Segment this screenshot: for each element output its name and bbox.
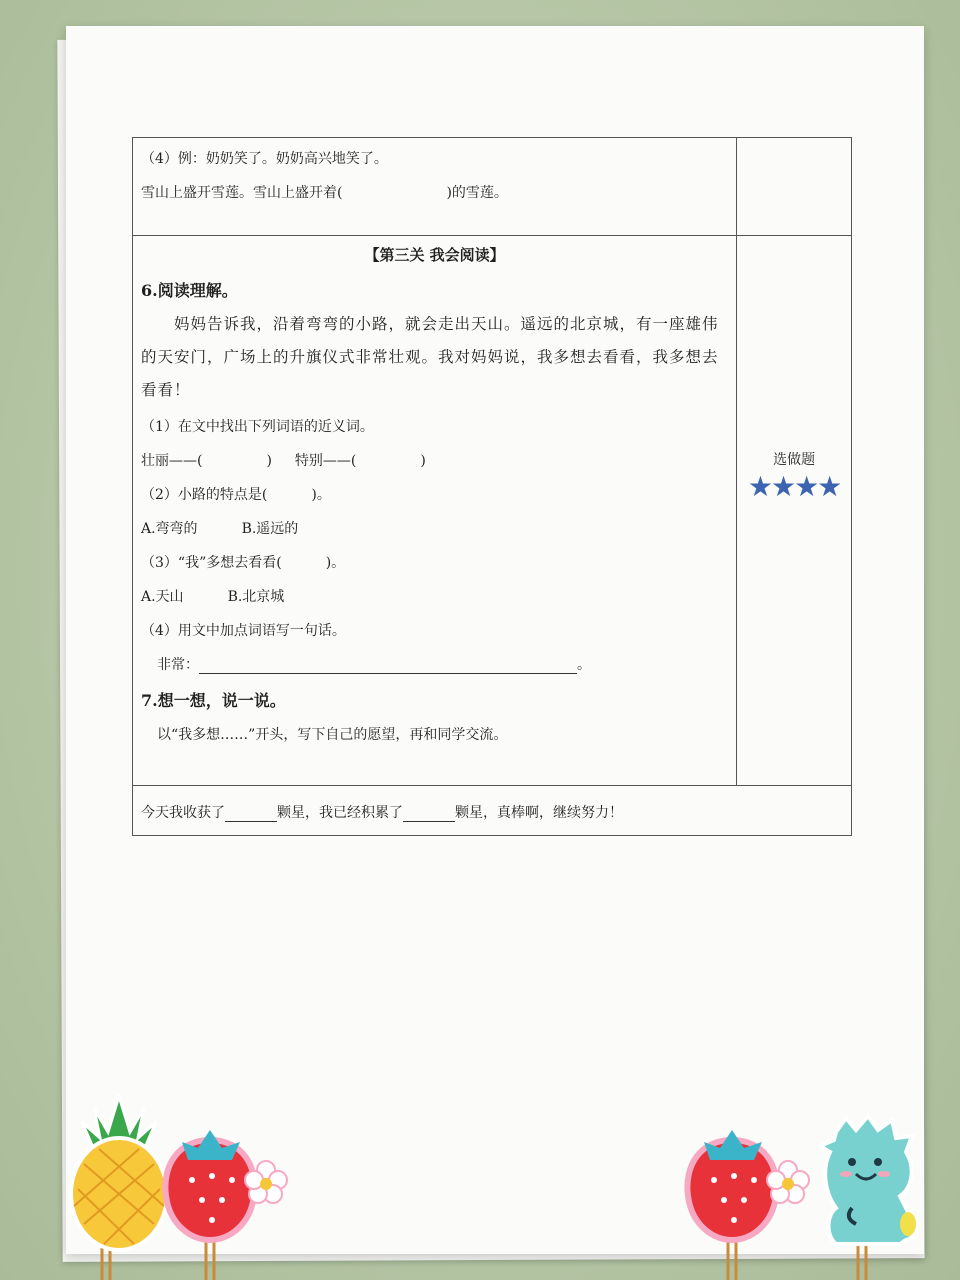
pineapple-clip-icon [64, 1094, 174, 1280]
stars-today-blank[interactable] [225, 805, 277, 822]
example-line: （4）例：奶奶笑了。奶奶高兴地笑了。 [141, 151, 388, 167]
option-2a[interactable]: A.弯弯的 [141, 521, 198, 537]
question-4-answer: 非常： 。 [157, 657, 591, 673]
footer-cell [133, 786, 852, 836]
fill-sentence: 雪山上盛开雪莲。雪山上盛开着( )的雪莲。 [141, 185, 508, 201]
strawberry-clip-right-icon [684, 1118, 822, 1280]
question-4: （4）用文中加点词语写一句话。 [141, 623, 346, 639]
question-2: （2）小路的特点是( )。 [141, 487, 331, 503]
section-title: 【第三关 我会阅读】 [364, 246, 505, 264]
question-7-text: 以“我多想……”开头，写下自己的愿望，再和同学交流。 [157, 727, 508, 743]
example-cell [133, 138, 737, 236]
question-3: （3）“我”多想去看看( )。 [141, 555, 346, 571]
option-3a[interactable]: A.天山 [141, 589, 184, 605]
question-6-title: 6.阅读理解。 [141, 281, 238, 300]
optional-label: 选做题 [773, 452, 816, 468]
sentence-writing-line[interactable] [199, 657, 577, 674]
question-2-options [141, 518, 298, 538]
stars-total-blank[interactable] [403, 805, 455, 822]
side-cell-optional [737, 236, 852, 786]
reading-cell [133, 236, 737, 786]
question-1-blanks: 壮丽——( ) 特别——( ) [141, 453, 426, 469]
option-2b[interactable]: B.遥远的 [241, 521, 299, 537]
star-tally-sentence: 今天我收获了 颗星，我已经积累了 颗星，真棒啊，继续努力！ [141, 805, 623, 821]
reading-passage: 妈妈告诉我，沿着弯弯的小路，就会走出天山。遥远的北京城，有一座雄伟的天安门，广场上的升旗仪式非常壮观。我对妈妈说，我多想去看看，我多想去看看！ [141, 315, 719, 399]
question-1: （1）在文中找出下列词语的近义词。 [141, 419, 374, 435]
question-7-title: 7.想一想，说一说。 [141, 691, 286, 710]
strawberry-clip-icon [162, 1118, 300, 1280]
worksheet-table [132, 137, 852, 836]
dinosaur-clip-icon [816, 1112, 926, 1280]
question-3-options [141, 586, 284, 606]
option-3b[interactable]: B.北京城 [227, 589, 285, 605]
star-rating-icon: ★★★★ [747, 470, 841, 503]
side-cell-top [737, 138, 852, 236]
